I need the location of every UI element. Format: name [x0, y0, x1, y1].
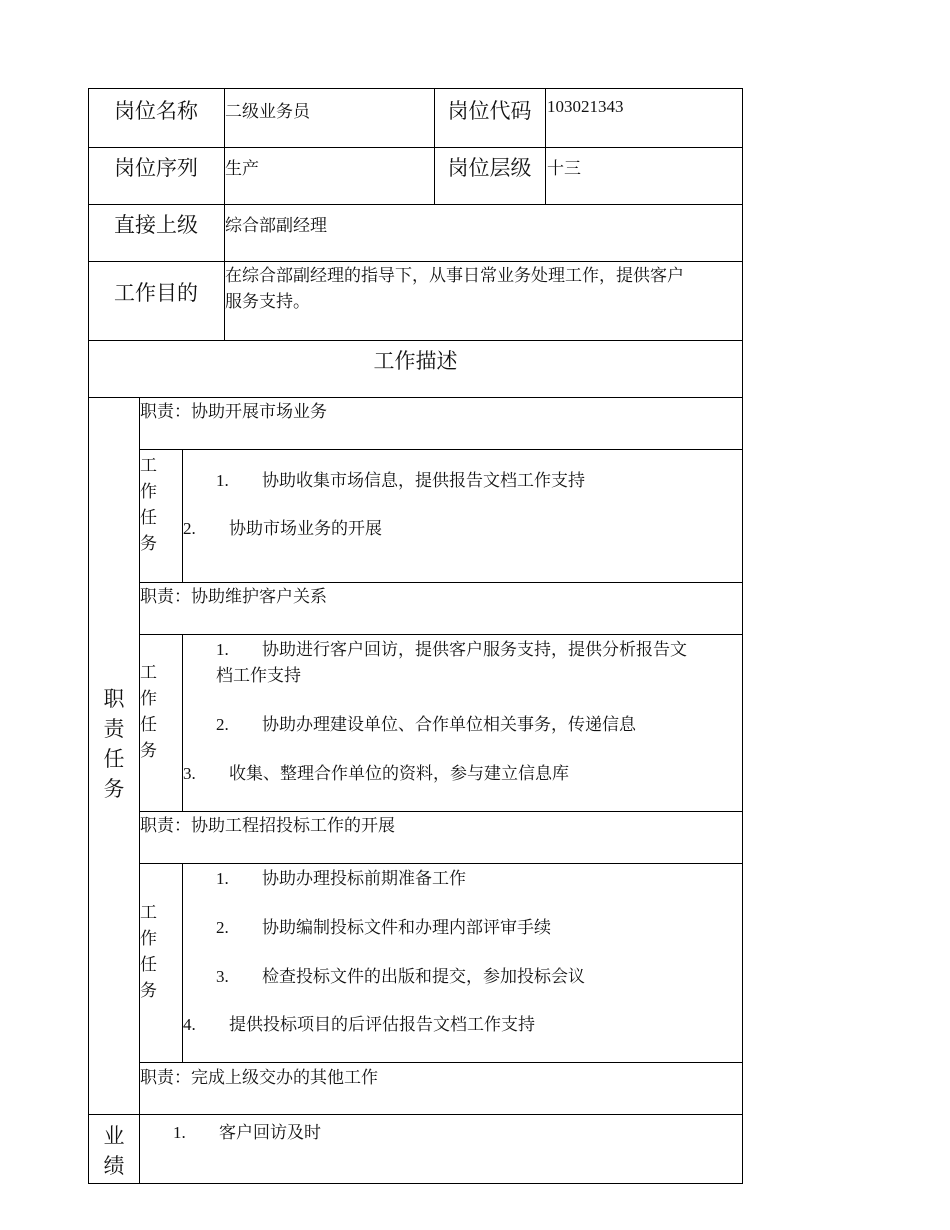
duty-title: 职责：协助维护客户关系 — [140, 587, 327, 606]
task-number: 2. — [183, 519, 196, 538]
task-item — [216, 866, 466, 892]
task-text: 提供投标项目的后评估报告文档工作支持 — [229, 1015, 535, 1034]
task-label-char: 作 — [140, 929, 157, 948]
description-heading: 工作描述 — [373, 349, 458, 373]
task-text: 协助编制投标文件和办理内部评审手续 — [262, 918, 551, 937]
table-border — [88, 397, 743, 398]
duty-title: 职责：完成上级交办的其他工作 — [140, 1068, 378, 1087]
purpose-line-2: 服务支持。 — [225, 292, 310, 311]
task-label — [140, 453, 162, 557]
table-border — [139, 863, 743, 864]
table-border — [88, 88, 743, 89]
table-border — [88, 261, 743, 262]
task-item — [183, 1012, 535, 1038]
task-item — [183, 516, 382, 542]
task-text-continued: 档工作支持 — [216, 666, 301, 685]
task-item — [216, 637, 736, 689]
task-item — [216, 712, 636, 738]
task-label-char: 作 — [140, 689, 157, 708]
post-sequence-label: 岗位序列 — [114, 156, 198, 180]
task-number: 2. — [216, 715, 229, 734]
duty-title: 职责：协助开展市场业务 — [140, 402, 327, 421]
post-name-label: 岗位名称 — [114, 99, 198, 123]
post-code-label: 岗位代码 — [447, 99, 532, 123]
responsibilities-char: 责 — [103, 717, 125, 741]
task-item — [216, 915, 551, 941]
task-label-char: 务 — [140, 534, 157, 553]
task-text: 收集、整理合作单位的资料，参与建立信息库 — [229, 764, 569, 783]
task-label-char: 工 — [140, 663, 157, 682]
duty-title: 职责：协助工程招投标工作的开展 — [140, 816, 395, 835]
table-border — [139, 449, 743, 450]
task-text: 协助办理建设单位、合作单位相关事务，传递信息 — [262, 715, 636, 734]
purpose-value — [225, 263, 740, 315]
responsibilities-label — [101, 684, 127, 804]
task-label-char: 务 — [140, 741, 157, 760]
task-number: 1. — [216, 640, 229, 659]
table-border — [742, 88, 743, 1184]
table-border — [88, 340, 743, 341]
performance-number: 1. — [173, 1123, 186, 1142]
task-number: 2. — [216, 918, 229, 937]
task-number: 3. — [216, 967, 229, 986]
task-number: 1. — [216, 869, 229, 888]
supervisor-value: 综合部副经理 — [225, 216, 327, 235]
task-number: 3. — [183, 764, 196, 783]
task-label-char: 作 — [140, 482, 157, 501]
table-border — [545, 88, 546, 204]
post-name-value: 二级业务员 — [225, 102, 310, 121]
table-border — [88, 1114, 743, 1115]
responsibilities-char: 务 — [103, 777, 125, 801]
task-text: 协助市场业务的开展 — [229, 519, 382, 538]
task-label-char: 任 — [140, 715, 157, 734]
task-text: 协助办理投标前期准备工作 — [262, 869, 466, 888]
performance-char: 绩 — [103, 1154, 125, 1178]
performance-text: 客户回访及时 — [219, 1123, 321, 1142]
responsibilities-char: 职 — [103, 687, 125, 711]
table-border — [139, 582, 743, 583]
task-label-char: 工 — [140, 903, 157, 922]
task-label-char: 工 — [140, 456, 157, 475]
purpose-label: 工作目的 — [114, 281, 198, 305]
performance-item — [173, 1120, 321, 1146]
task-number: 4. — [183, 1015, 196, 1034]
post-sequence-value: 生产 — [225, 159, 259, 178]
purpose-line-1: 在综合部副经理的指导下，从事日常业务处理工作，提供客户 — [225, 266, 684, 285]
table-border — [139, 1062, 743, 1063]
task-text: 检查投标文件的出版和提交，参加投标会议 — [262, 967, 585, 986]
task-text: 协助进行客户回访，提供客户服务支持，提供分析报告文 — [262, 640, 687, 659]
table-border — [88, 88, 89, 1184]
table-border — [88, 204, 743, 205]
task-label-char: 务 — [140, 981, 157, 1000]
responsibilities-char: 任 — [103, 747, 125, 771]
task-label-char: 任 — [140, 955, 157, 974]
task-label-char: 任 — [140, 508, 157, 527]
task-number: 1. — [216, 471, 229, 490]
task-item — [216, 964, 585, 990]
task-item — [216, 468, 585, 494]
performance-label — [101, 1121, 127, 1181]
performance-char: 业 — [103, 1124, 125, 1148]
task-text: 协助收集市场信息，提供报告文档工作支持 — [262, 471, 585, 490]
task-item — [183, 761, 569, 787]
table-border — [139, 811, 743, 812]
task-label — [140, 660, 162, 764]
supervisor-label: 直接上级 — [114, 213, 198, 237]
table-border — [88, 1183, 743, 1184]
post-code-value: 103021343 — [547, 97, 624, 116]
table-border — [88, 147, 743, 148]
task-label — [140, 900, 162, 1004]
post-level-value: 十三 — [547, 159, 581, 178]
table-border — [139, 634, 743, 635]
post-level-label: 岗位层级 — [447, 156, 532, 180]
